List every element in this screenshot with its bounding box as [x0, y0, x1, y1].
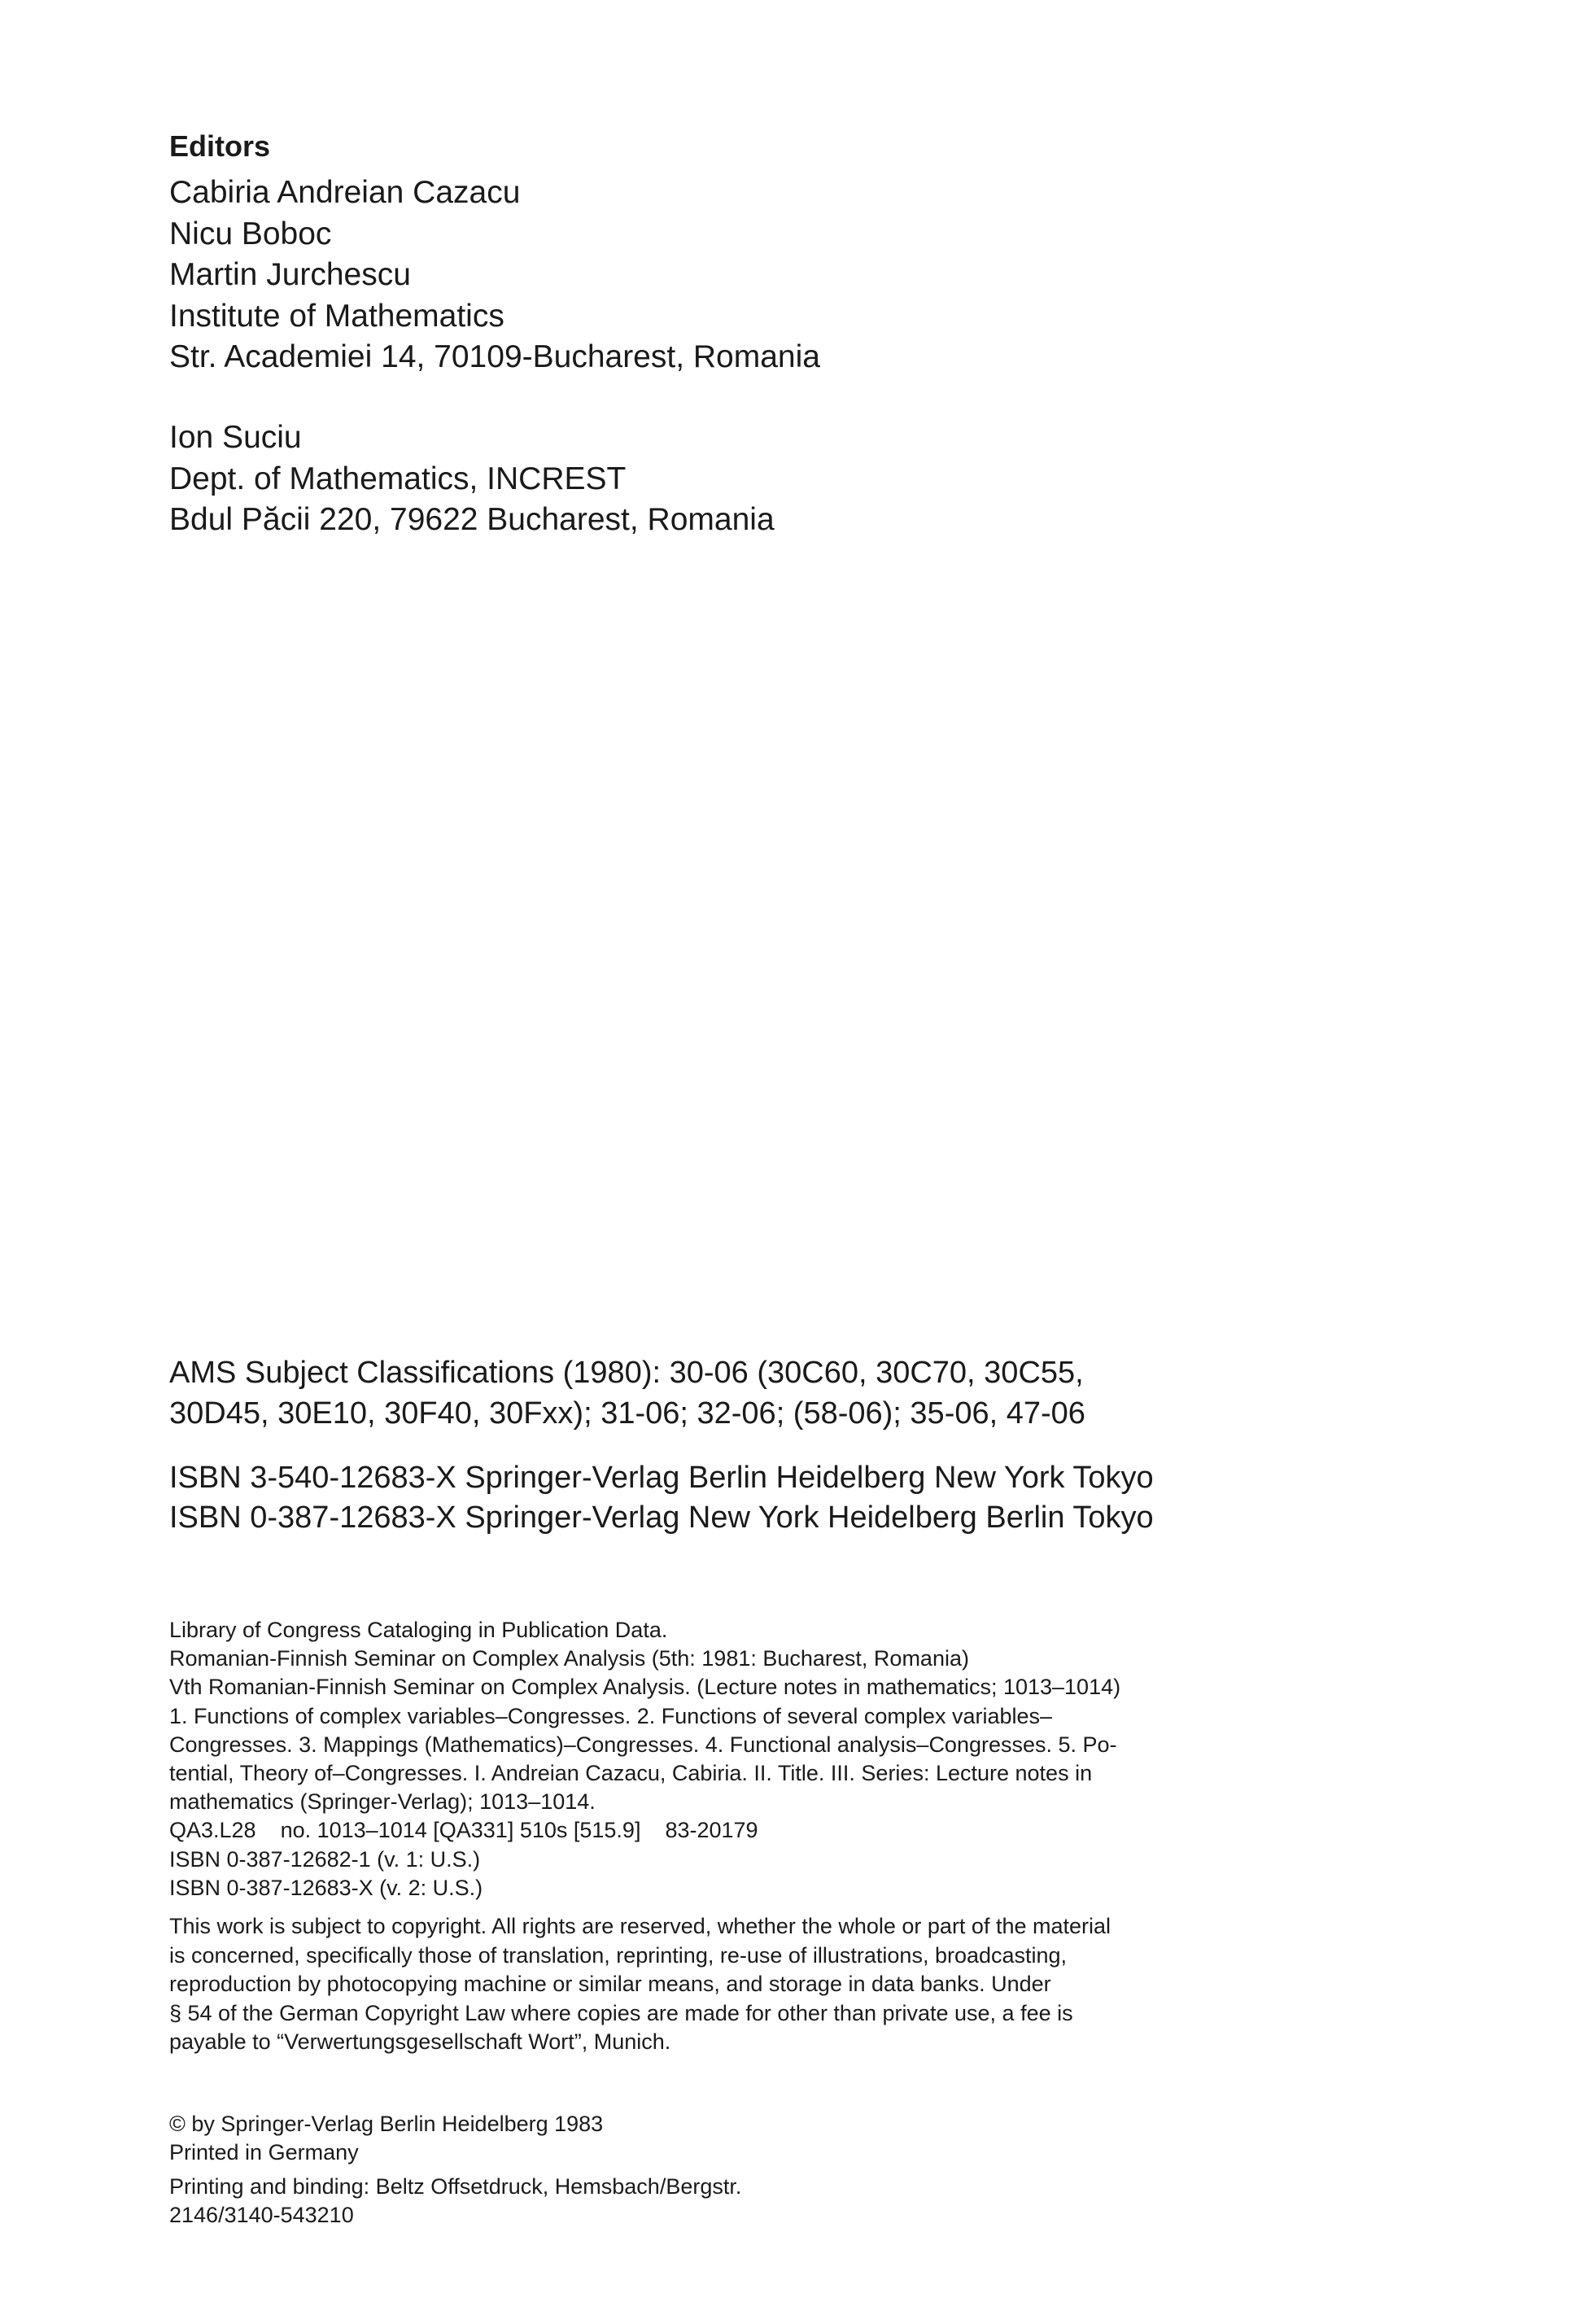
- isbn-block: [169, 1458, 1154, 1538]
- printing-binding-info: [169, 2173, 741, 2230]
- copyright-line: payable to “Verwertungsgesellschaft Wort”, Munich.: [169, 2029, 671, 2054]
- printed-in-line: Printed in Germany: [169, 2140, 359, 2165]
- cip-line: Library of Congress Cataloging in Publication Data.: [169, 1618, 668, 1642]
- editor-name: Ion Suciu: [169, 420, 302, 455]
- print-code-line: 2146/3140-543210: [169, 2203, 354, 2227]
- printing-line: Printing and binding: Beltz Offsetdruck, Hemsbach/Bergstr.: [169, 2174, 742, 2199]
- ams-line: 30D45, 30E10, 30F40, 30Fxx); 31-06; 32-06; (58-06); 35-06, 47-06: [169, 1396, 1085, 1431]
- ams-subject-classifications: [169, 1352, 1085, 1434]
- copyright-line: § 54 of the German Copyright Law where copies are made for other than private use, a fee is: [169, 2000, 1073, 2025]
- isbn-line: ISBN 3-540-12683-X Springer-Verlag Berlin Heidelberg New York Tokyo: [169, 1461, 1154, 1495]
- editors-address-block-2: [169, 417, 775, 541]
- copyright-line: is concerned, specifically those of translation, reprinting, re-use of illustrations, broadcasting,: [169, 1942, 1068, 1968]
- editor-address: Bdul Păcii 220, 79622 Bucharest, Romania: [169, 502, 775, 537]
- cip-line: Vth Romanian-Finnish Seminar on Complex Analysis. (Lecture notes in mathematics; 1013–1014): [169, 1675, 1121, 1700]
- editor-name: Cabiria Andreian Cazacu: [169, 175, 521, 210]
- cip-line: tential, Theory of–Congresses. I. Andreian Cazacu, Cabiria. II. Title. III. Series: Lecture notes in: [169, 1761, 1093, 1786]
- editor-institution: Institute of Mathematics: [169, 298, 504, 334]
- copyright-line: reproduction by photocopying machine or similar means, and storage in data banks. Under: [169, 1972, 1051, 1996]
- editor-name: Martin Jurchescu: [169, 257, 411, 292]
- publisher-copyright-line: © by Springer-Verlag Berlin Heidelberg 1983: [169, 2112, 604, 2136]
- editors-address-block-1: [169, 173, 820, 378]
- copyright-line: This work is subject to copyright. All rights are reserved, whether the whole or part of the material: [169, 1914, 1111, 1938]
- publisher-copyright: [169, 2110, 603, 2167]
- editor-institution: Dept. of Mathematics, INCREST: [169, 461, 627, 496]
- cip-line: ISBN 0-387-12683-X (v. 2: U.S.): [169, 1875, 483, 1900]
- editor-address: Str. Academiei 14, 70109-Bucharest, Romania: [169, 339, 820, 374]
- cataloging-in-publication-data: [169, 1616, 1120, 1902]
- editor-name: Nicu Boboc: [169, 216, 332, 251]
- isbn-line: ISBN 0-387-12683-X Springer-Verlag New York Heidelberg Berlin Tokyo: [169, 1501, 1154, 1535]
- cip-line: Romanian-Finnish Seminar on Complex Analysis (5th: 1981: Bucharest, Romania): [169, 1646, 969, 1671]
- cip-line: mathematics (Springer-Verlag); 1013–1014.: [169, 1789, 596, 1815]
- cip-line: ISBN 0-387-12682-1 (v. 1: U.S.): [169, 1846, 481, 1872]
- cip-line: QA3.L28 no. 1013–1014 [QA331] 510s [515.9] 83-20179: [169, 1818, 758, 1843]
- cip-line: 1. Functions of complex variables–Congresses. 2. Functions of several complex variables–: [169, 1703, 1053, 1728]
- editors-heading: Editors: [169, 129, 271, 163]
- copyright-notice: [169, 1912, 1111, 2057]
- cip-line: Congresses. 3. Mappings (Mathematics)–Congresses. 4. Functional analysis–Congresses. 5. Po-: [169, 1732, 1117, 1757]
- ams-line: AMS Subject Classifications (1980): 30-06 (30C60, 30C70, 30C55,: [169, 1356, 1084, 1390]
